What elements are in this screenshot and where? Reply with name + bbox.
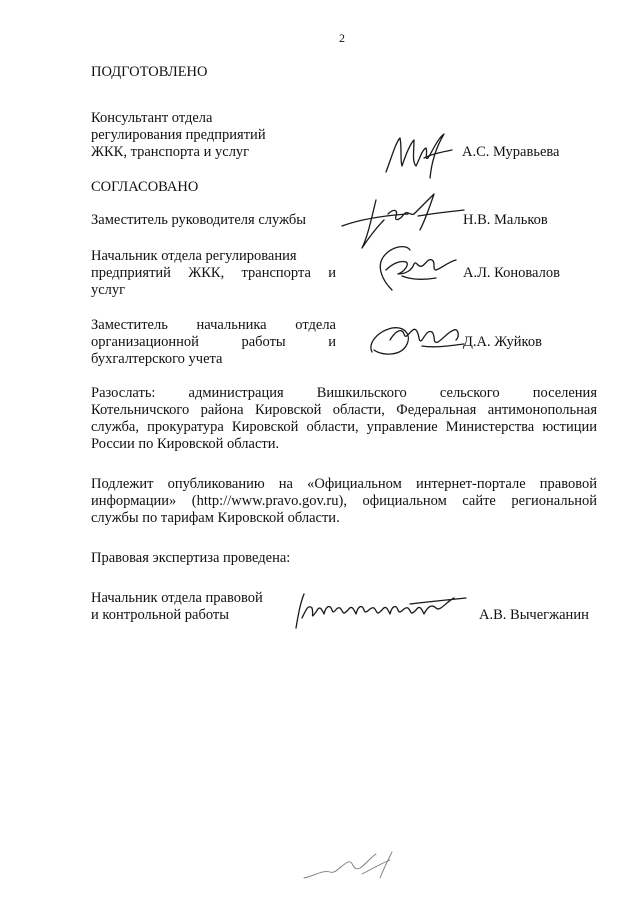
distribution-line: России по Кировской области. [91, 436, 280, 452]
signer-position-line: организационной работы и [91, 334, 336, 350]
margin-scribble [300, 848, 400, 884]
publication-line: информации» (http://www.pravo.gov.ru), официальном сайте региональной [91, 493, 597, 509]
legal-review-statement: Правовая экспертиза проведена: [91, 550, 291, 566]
agreed-heading: СОГЛАСОВАНО [91, 179, 199, 195]
prepared-position-line: регулирования предприятий [91, 127, 266, 143]
signer-position-line: Начальник отдела регулирования [91, 248, 297, 264]
signer-position-line: бухгалтерского учета [91, 351, 223, 367]
distribution-line: Разослать: администрация Вишкильского сельского поселения [91, 385, 597, 401]
prepared-position-line: Консультант отдела [91, 110, 213, 126]
prepared-name: А.С. Муравьева [462, 144, 560, 160]
legal-review-position-line: Начальник отдела правовой [91, 590, 263, 606]
distribution-line: Котельничского района Кировской области, Федеральная антимонопольная [91, 402, 597, 418]
prepared-heading: ПОДГОТОВЛЕНО [91, 64, 208, 80]
signature-vychegzhanin [290, 588, 470, 634]
signature-konovalov [362, 240, 460, 296]
legal-review-position-line: и контрольной работы [91, 607, 229, 623]
signature-zhuykov [362, 316, 468, 362]
prepared-position-line: ЖКК, транспорта и услуг [91, 144, 250, 160]
signer-name: Н.В. Мальков [463, 212, 548, 228]
signature-muravyeva [380, 128, 460, 184]
signer-position-line: предприятий ЖКК, транспорта и [91, 265, 336, 281]
publication-line: службы по тарифам Кировской области. [91, 510, 340, 526]
signer-name: А.Л. Коновалов [463, 265, 560, 281]
publication-line: Подлежит опубликованию на «Официальном интернет-портале правовой [91, 476, 597, 492]
signer-position-line: Заместитель начальника отдела [91, 317, 336, 333]
signer-position-line: услуг [91, 282, 126, 298]
signer-name: Д.А. Жуйков [463, 334, 542, 350]
legal-review-name: А.В. Вычегжанин [479, 607, 589, 623]
page-number: 2 [339, 31, 345, 45]
signer-position-line: Заместитель руководителя службы [91, 212, 307, 228]
distribution-line: служба, прокуратура Кировской области, управление Министерства юстиции [91, 419, 597, 435]
